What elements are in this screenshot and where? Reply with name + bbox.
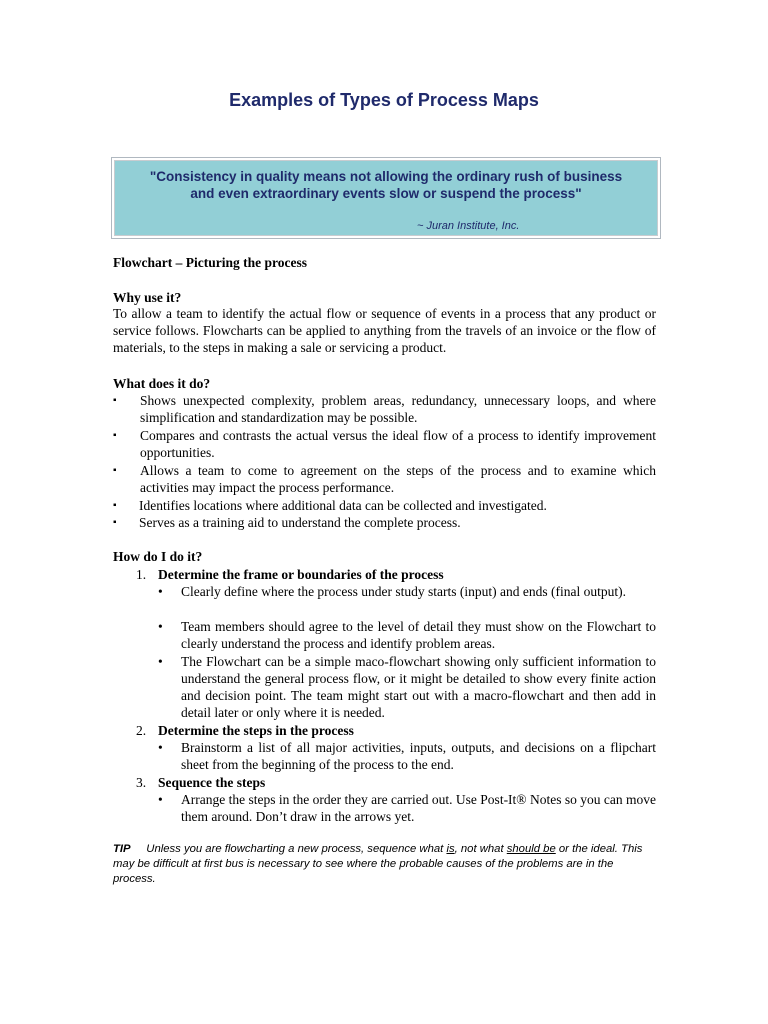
tip-note (113, 842, 658, 887)
step-bullet-text: Brainstorm a list of all major activities, inputs, outputs, and decisions on a flipchart sheet from the beginning of the process to the end. (181, 740, 656, 772)
what-item-text: Allows a team to come to agreement on the steps of the process and to examine which activities may impact the process performance. (140, 463, 656, 495)
bullet-icon: • (158, 654, 163, 669)
square-bullet-icon: ▪ (113, 430, 117, 441)
bullet-icon: • (158, 584, 163, 599)
tip-text-3: or the ideal. This may be difficult at first bus is necessary to see where the probable causes of the problems are in the process. (113, 843, 643, 885)
bullet-icon: • (158, 792, 163, 807)
step-number: 3. (136, 775, 147, 790)
tip-text-2: , not what (454, 843, 507, 855)
quote-text (115, 168, 657, 202)
step-number: 1. (136, 567, 147, 582)
how-heading: How do I do it? (113, 549, 203, 564)
quote-line-1: "Consistency in quality means not allowing the ordinary rush of business (149, 169, 623, 184)
quote-panel (114, 160, 658, 236)
step-bullet-text: Arrange the steps in the order they are carried out. Use Post-It® Notes so you can move them around. Don’t draw in the arrows yet. (181, 792, 656, 824)
quote-line-2: and even extraordinary events slow or suspend the process" (190, 186, 582, 201)
page-title: Examples of Types of Process Maps (229, 90, 539, 110)
step-number: 2. (136, 723, 147, 738)
square-bullet-icon: ▪ (113, 500, 117, 511)
tip-text-1: Unless you are flowcharting a new process, sequence what (146, 843, 447, 855)
bullet-icon: • (158, 619, 163, 634)
tip-underline-is: is (446, 843, 455, 855)
what-item-text: Shows unexpected complexity, problem areas, redundancy, unnecessary loops, and where simplification and standardization may be possible. (140, 393, 656, 425)
bullet-icon: • (158, 740, 163, 755)
step-title: Sequence the steps (158, 775, 266, 790)
tip-label: TIP (113, 843, 131, 855)
what-item-text: Identifies locations where additional data can be collected and investigated. (139, 498, 547, 513)
square-bullet-icon: ▪ (113, 517, 117, 528)
quote-attribution: ~ Juran Institute, Inc. (417, 220, 520, 232)
why-text: To allow a team to identify the actual flow or sequence of events in a process that any product or service follows. Flowcharts can be applied to anything from the travels of an invoice or the flow of materials, to the steps in making a sale or servicing a product. (113, 306, 656, 355)
what-heading: What does it do? (113, 376, 211, 391)
what-item-text: Serves as a training aid to understand the complete process. (139, 515, 461, 530)
step-bullet-text: Team members should agree to the level of detail they must show on the Flowchart to clearly understand the process and identify problem areas. (181, 619, 656, 651)
square-bullet-icon: ▪ (113, 395, 117, 406)
step-bullet-text: Clearly define where the process under study starts (input) and ends (final output). (181, 584, 626, 599)
tip-underline-should-be: should be (506, 843, 556, 855)
why-heading: Why use it? (113, 290, 182, 305)
quote-box (111, 157, 661, 239)
square-bullet-icon: ▪ (113, 465, 117, 476)
section-title: Flowchart – Picturing the process (113, 255, 307, 270)
step-title: Determine the frame or boundaries of the process (158, 567, 444, 582)
step-title: Determine the steps in the process (158, 723, 354, 738)
step-bullet-text: The Flowchart can be a simple maco-flowchart showing only sufficient information to understand the general process flow, or it might be detailed to show every finite action and decision point. The team might start out with a macro-flowchart and then add in detail later or only where it is needed. (181, 654, 656, 720)
what-item-text: Compares and contrasts the actual versus the ideal flow of a process to identify improvement opportunities. (140, 428, 656, 460)
